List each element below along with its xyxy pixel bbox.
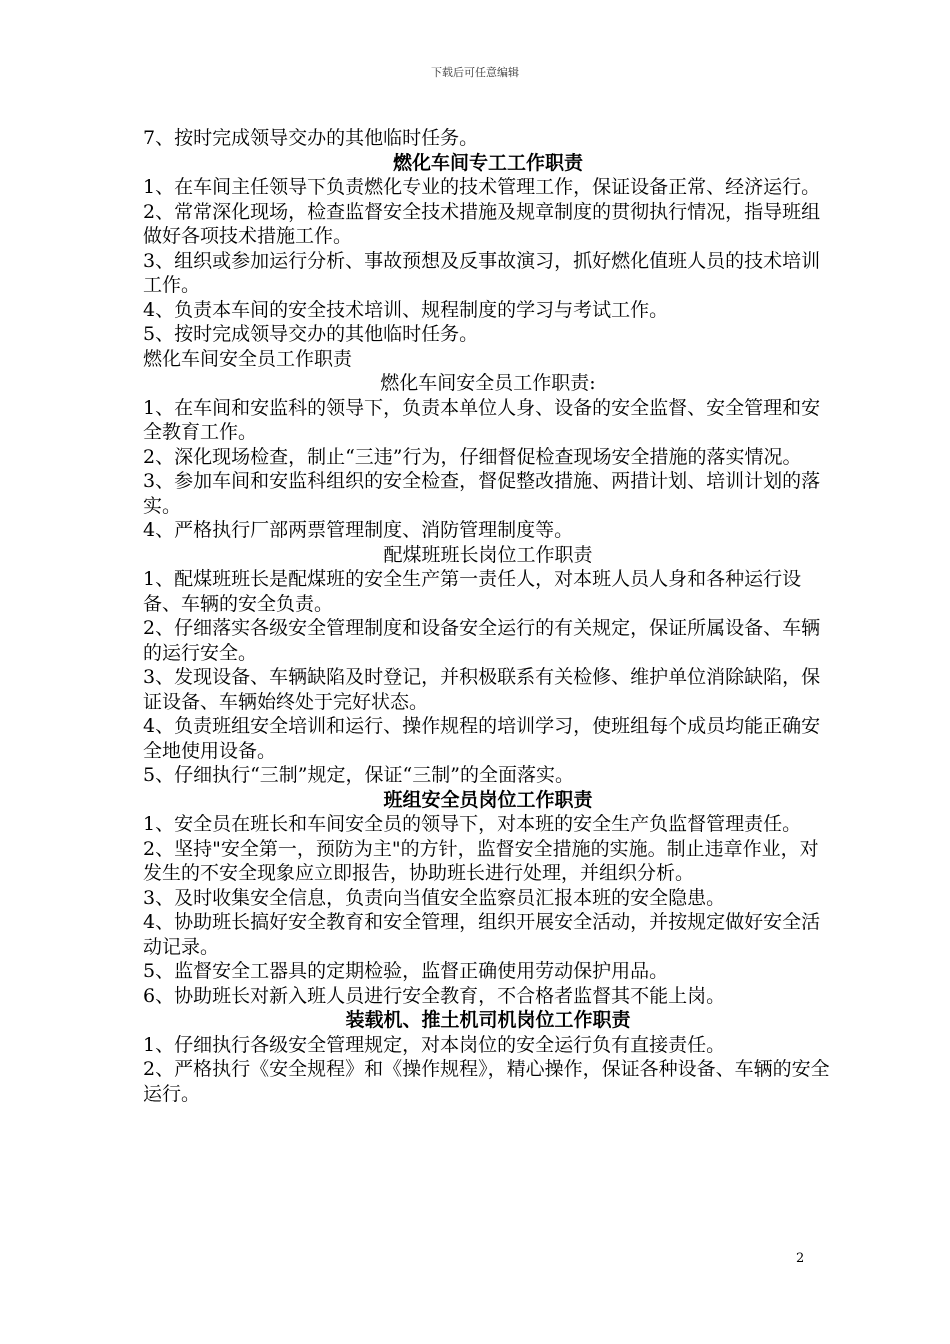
paragraph: 4、负责班组安全培训和运行、操作规程的培训学习，使班组每个成员均能正确安全地使用设备。 — [143, 715, 821, 762]
paragraph: 2、坚持"安全第一，预防为主"的方针，监督安全措施的实施。制止违章作业，对发生的不安全现象应立即报告，协助班长进行处理，并组织分析。 — [143, 837, 819, 884]
paragraph: 4、负责本车间的安全技术培训、规程制度的学习与考试工作。 — [143, 298, 669, 321]
paragraph: 5、按时完成领导交办的其他临时任务。 — [143, 323, 479, 345]
section-heading: 装载机、推土机司机岗位工作职责 — [345, 1009, 631, 1031]
paragraph: 1、配煤班班长是配煤班的安全生产第一责任人，对本班人员人身和各种运行设备、车辆的安全负责。 — [143, 568, 802, 615]
paragraph: 4、协助班长搞好安全教育和安全管理，组织开展安全活动，并按规定做好安全活动记录。 — [143, 911, 821, 958]
page-header: 下载后可任意编辑 — [431, 66, 519, 79]
paragraph: 2、常常深化现场，检查监督安全技术措施及规章制度的贯彻执行情况，指导班组做好各项技术措施工作。 — [143, 200, 821, 247]
section-heading: 燃化车间安全员工作职责 — [143, 347, 353, 370]
paragraph: 1、在车间主任领导下负责燃化专业的技术管理工作，保证设备正常、经济运行。 — [143, 176, 821, 198]
document-body — [143, 126, 833, 1106]
paragraph: 6、协助班长对新入班人员进行安全教育，不合格者监督其不能上岗。 — [143, 984, 726, 1007]
paragraph: 3、参加车间和安监科组织的安全检查，督促整改措施、两措计划、培训计划的落实。 — [143, 470, 821, 517]
paragraph: 1、安全员在班长和车间安全员的领导下，对本班的安全生产负监督管理责任。 — [143, 813, 802, 835]
section-heading: 燃化车间安全员工作职责: — [380, 372, 596, 394]
paragraph: 5、仔细执行“三制”规定，保证“三制”的全面落实。 — [143, 764, 574, 786]
paragraph: 2、严格执行《安全规程》和《操作规程》，精心操作，保证各种设备、车辆的安全运行。 — [143, 1058, 830, 1105]
paragraph: 7、按时完成领导交办的其他临时任务。 — [143, 127, 479, 149]
section-heading: 配煤班班长岗位工作职责 — [383, 543, 593, 566]
paragraph: 1、在车间和安监科的领导下，负责本单位人身、设备的安全监督、安全管理和安全教育工作。 — [143, 396, 821, 443]
section-heading: 班组安全员岗位工作职责 — [383, 788, 593, 811]
paragraph: 3、组织或参加运行分析、事故预想及反事故演习，抓好燃化值班人员的技术培训工作。 — [143, 249, 821, 296]
paragraph: 5、监督安全工器具的定期检验，监督正确使用劳动保护用品。 — [143, 960, 669, 982]
paragraph: 3、发现设备、车辆缺陷及时登记，并积极联系有关检修、维护单位消除缺陷，保证设备、车辆始终处于完好状态。 — [143, 666, 821, 713]
paragraph: 4、严格执行厂部两票管理制度、消防管理制度等。 — [143, 519, 574, 541]
section-heading: 燃化车间专工工作职责 — [392, 151, 583, 174]
paragraph: 1、仔细执行各级安全管理规定，对本岗位的安全运行负有直接责任。 — [143, 1033, 726, 1056]
page-number: 2 — [796, 1251, 805, 1266]
paragraph: 3、及时收集安全信息，负责向当值安全监察员汇报本班的安全隐患。 — [143, 886, 726, 909]
paragraph: 2、仔细落实各级安全管理制度和设备安全运行的有关规定，保证所属设备、车辆的运行安全。 — [143, 617, 821, 664]
paragraph: 2、深化现场检查，制止“三违”行为，仔细督促检查现场安全措施的落实情况。 — [143, 445, 802, 468]
